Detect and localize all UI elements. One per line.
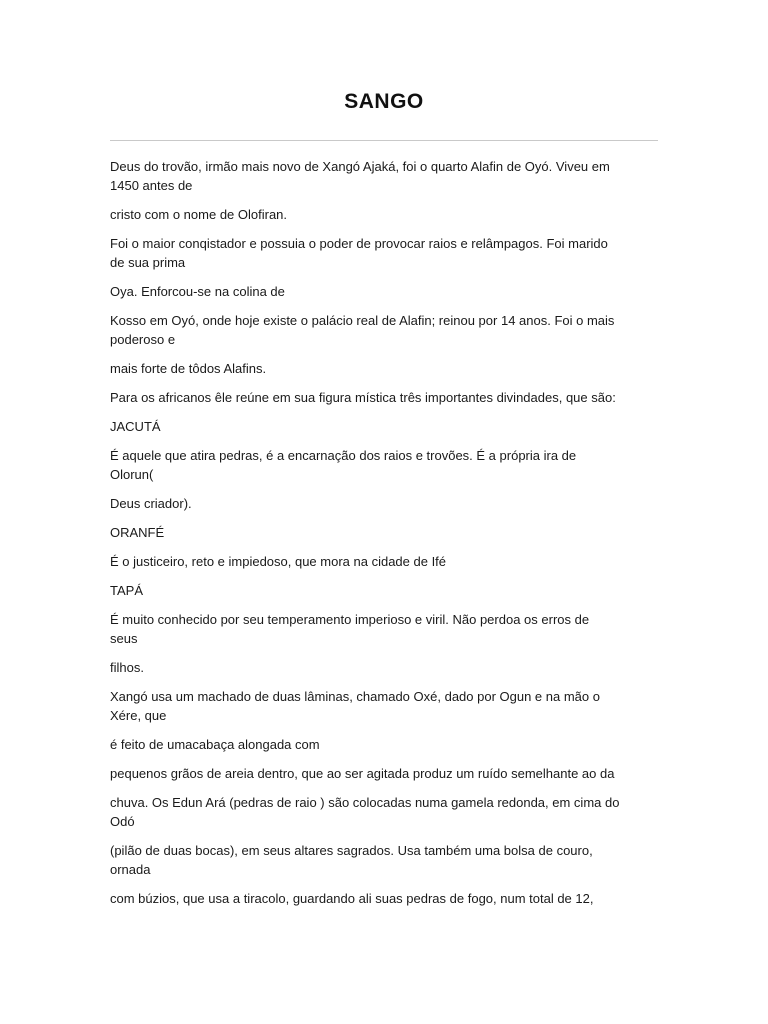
paragraph-line: Xére, que	[110, 708, 167, 723]
paragraph-line: JACUTÁ	[110, 419, 161, 434]
paragraph-line: ORANFÉ	[110, 525, 165, 540]
paragraph	[110, 282, 665, 301]
paragraph-line: filhos.	[110, 660, 144, 675]
paragraph	[110, 735, 665, 754]
paragraph	[110, 388, 665, 407]
paragraph	[110, 234, 665, 272]
paragraph-line: (pilão de duas bocas), em seus altares sagrados. Usa também uma bolsa de couro,	[110, 843, 593, 858]
paragraph-line: ornada	[110, 862, 151, 877]
paragraph	[110, 687, 665, 725]
paragraph	[110, 205, 665, 224]
paragraph-line: seus	[110, 631, 138, 646]
paragraph-line: 1450 antes de	[110, 178, 193, 193]
paragraph	[110, 359, 665, 378]
paragraph	[110, 494, 665, 513]
paragraph	[110, 841, 665, 879]
paragraph	[110, 157, 665, 195]
paragraph	[110, 311, 665, 349]
paragraph-line: Odó	[110, 814, 135, 829]
paragraph-line: É o justiceiro, reto e impiedoso, que mora na cidade de Ifé	[110, 554, 447, 569]
paragraph-line: de sua prima	[110, 255, 186, 270]
paragraph-line: É muito conhecido por seu temperamento imperioso e viril. Não perdoa os erros de	[110, 612, 590, 627]
paragraph-line: chuva. Os Edun Ará (pedras de raio ) são colocadas numa gamela redonda, em cima do	[110, 795, 620, 810]
paragraph-line: Kosso em Oyó, onde hoje existe o palácio real de Alafin; reinou por 14 anos. Foi o mais	[110, 313, 615, 328]
paragraph-line: Xangó usa um machado de duas lâminas, chamado Oxé, dado por Ogun e na mão o	[110, 689, 600, 704]
paragraph-line: cristo com o nome de Olofiran.	[110, 207, 288, 222]
paragraph-line: Olorun(	[110, 467, 154, 482]
paragraph-line: Deus do trovão, irmão mais novo de Xangó Ajaká, foi o quarto Alafin de Oyó. Viveu em	[110, 159, 610, 174]
paragraph	[110, 889, 665, 908]
paragraph-line: Para os africanos êle reúne em sua figura mística três importantes divindades, que são:	[110, 390, 616, 405]
document-body	[110, 157, 665, 918]
paragraph	[110, 446, 665, 484]
paragraph	[110, 764, 665, 783]
paragraph-line: mais forte de tôdos Alafins.	[110, 361, 267, 376]
paragraph-line: Deus criador).	[110, 496, 192, 511]
title-divider	[110, 140, 658, 141]
paragraph	[110, 581, 665, 600]
document-title: SANGO	[344, 90, 424, 113]
paragraph-line: poderoso e	[110, 332, 176, 347]
paragraph	[110, 523, 665, 542]
paragraph	[110, 610, 665, 648]
paragraph	[110, 793, 665, 831]
paragraph-line: TAPÁ	[110, 583, 143, 598]
paragraph-line: é feito de umacabaça alongada com	[110, 737, 320, 752]
paragraph	[110, 417, 665, 436]
paragraph-line: É aquele que atira pedras, é a encarnação dos raios e trovões. É a própria ira de	[110, 448, 577, 463]
paragraph	[110, 552, 665, 571]
paragraph-line: com búzios, que usa a tiracolo, guardando ali suas pedras de fogo, num total de 12,	[110, 891, 594, 906]
paragraph-line: pequenos grãos de areia dentro, que ao ser agitada produz um ruído semelhante ao da	[110, 766, 615, 781]
paragraph-line: Foi o maior conqistador e possuia o poder de provocar raios e relâmpagos. Foi marido	[110, 236, 608, 251]
paragraph	[110, 658, 665, 677]
paragraph-line: Oya. Enforcou-se na colina de	[110, 284, 285, 299]
